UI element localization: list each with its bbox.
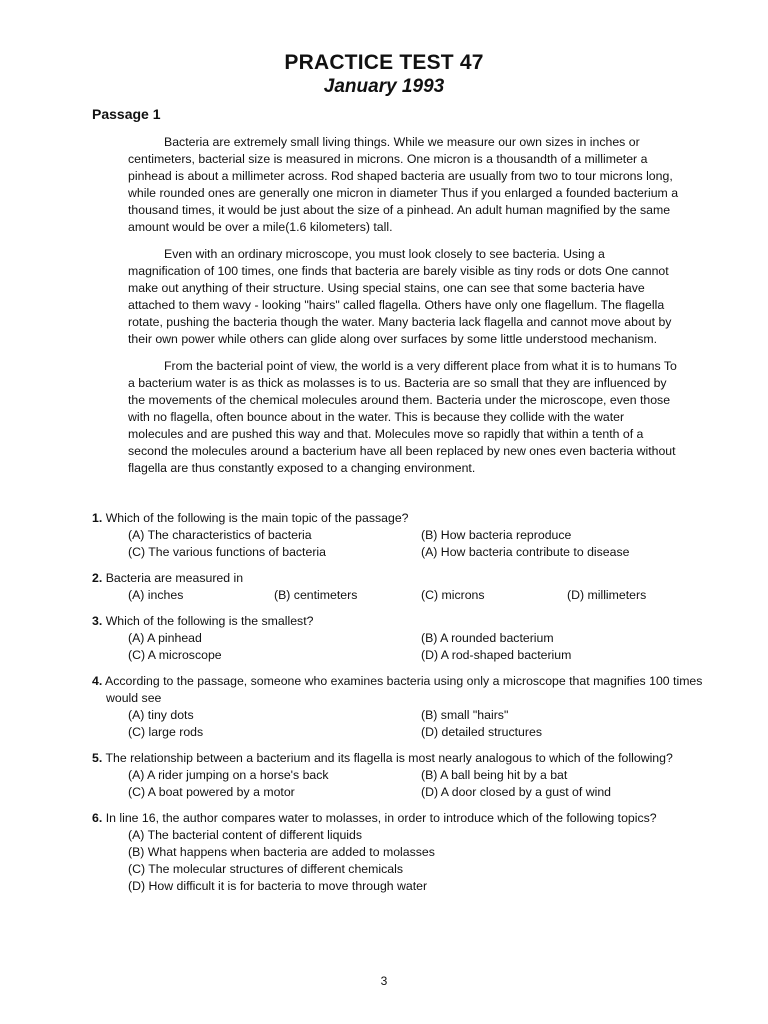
question-text: The relationship between a bacterium and its flagella is most nearly analogous to which of the following? [105,751,673,765]
answer-option: (D) How difficult it is for bacteria to move through water [128,879,428,893]
answer-option: (B) A rounded bacterium [421,631,554,645]
question-2 [92,570,712,604]
answer-option: (D) millimeters [567,588,647,602]
passage-paragraph: Even with an ordinary microscope, you must look closely to see bacteria. Using a magnification of 100 times, one finds that bacteria are barely visible as tiny rods or dots One cannot make out anything of their structure. Using special stains, one can see that some bacteria have attached to them wavy - looking "hairs" called flagella. Others have only one flagellum. The flagella rotate, pushing the bacteria though the water. Many bacteria lack flagella and cannot move about by their own power while others can glide along over surfaces by some little understood mechanism. [128,247,672,346]
answer-option: (C) The various functions of bacteria [128,545,326,559]
answer-option: (A) A pinhead [128,631,202,645]
answer-options [92,527,712,561]
question-4 [92,673,712,741]
question-text: Which of the following is the smallest? [105,614,314,628]
question-text: Bacteria are measured in [105,571,244,585]
answer-option: (A) A rider jumping on a horse's back [128,768,329,782]
passage-heading: Passage 1 [92,106,161,122]
answer-options [92,587,712,604]
question-number: 5. [92,751,103,765]
answer-option: (C) The molecular structures of different chemicals [128,862,403,876]
answer-options [92,630,712,664]
question-text: In line 16, the author compares water to molasses, in order to introduce which of the following topics? [105,811,657,825]
answer-option: (A) inches [128,588,184,602]
question-stem [92,510,712,527]
question-stem [92,810,712,827]
question-list [92,510,712,904]
question-number: 3. [92,614,103,628]
page-subtitle: January 1993 [323,76,445,97]
answer-option: (C) large rods [128,725,204,739]
answer-option: (D) detailed structures [421,725,542,739]
passage-paragraph: From the bacterial point of view, the world is a very different place from what it is to humans To a bacterium water is as thick as molasses is to us. Bacteria are so small that they are influenced by the movements of the chemical molecules around them. Bacteria under the microscope, even those with no flagella, often bounce about in the water. This is because they collide with the water molecules and are pushed this way and that. Molecules move so rapidly that within a tenth of a second the molecules around a bacterium have all been replaced by new ones even bacteria without flagella are thus constantly exposed to a changing environment. [128,359,677,475]
answer-option: (B) What happens when bacteria are added to molasses [128,845,435,859]
question-6 [92,810,712,895]
answer-option: (C) A boat powered by a motor [128,785,295,799]
question-stem [92,570,712,587]
page-title: PRACTICE TEST 47 [284,51,484,74]
question-5 [92,750,712,801]
question-text: Which of the following is the main topic of the passage? [105,511,409,525]
answer-options [92,707,712,741]
question-3 [92,613,712,664]
question-1 [92,510,712,561]
answer-option: (B) How bacteria reproduce [421,528,572,542]
answer-option: (C) A microscope [128,648,222,662]
passage-paragraph: Bacteria are extremely small living things. While we measure our own sizes in inches or centimeters, bacterial size is measured in microns. One micron is a thousandth of a millimeter a pinhead is about a millimeter across. Rod shaped bacteria are usually from two to tour microns long, while rounded ones are generally one micron in diameter Thus if you enlarged a founded bacterium a thousand times, it would be just about the size of a pinhead. An adult human magnified by the same amount would be over a mile(1.6 kilometers) tall. [128,135,679,234]
answer-option: (A) The bacterial content of different liquids [128,828,363,842]
answer-options [92,827,712,895]
answer-option: (B) A ball being hit by a bat [421,768,568,782]
answer-option: (A) The characteristics of bacteria [128,528,312,542]
answer-options [92,767,712,801]
answer-option: (C) microns [421,588,485,602]
question-number: 4. [92,674,103,688]
answer-option: (A) How bacteria contribute to disease [421,545,630,559]
passage-body [128,134,680,487]
answer-option: (B) centimeters [274,588,358,602]
question-stem [92,750,712,767]
answer-option: (B) small "hairs" [421,708,509,722]
question-text: According to the passage, someone who examines bacteria using only a microscope that magnifies 100 times would see [105,674,703,705]
answer-option: (A) tiny dots [128,708,194,722]
question-stem [92,613,712,630]
question-number: 2. [92,571,103,585]
answer-option: (D) A door closed by a gust of wind [421,785,612,799]
question-stem [92,673,712,707]
answer-option: (D) A rod-shaped bacterium [421,648,572,662]
page-number: 3 [380,974,388,988]
question-number: 1. [92,511,103,525]
question-number: 6. [92,811,103,825]
